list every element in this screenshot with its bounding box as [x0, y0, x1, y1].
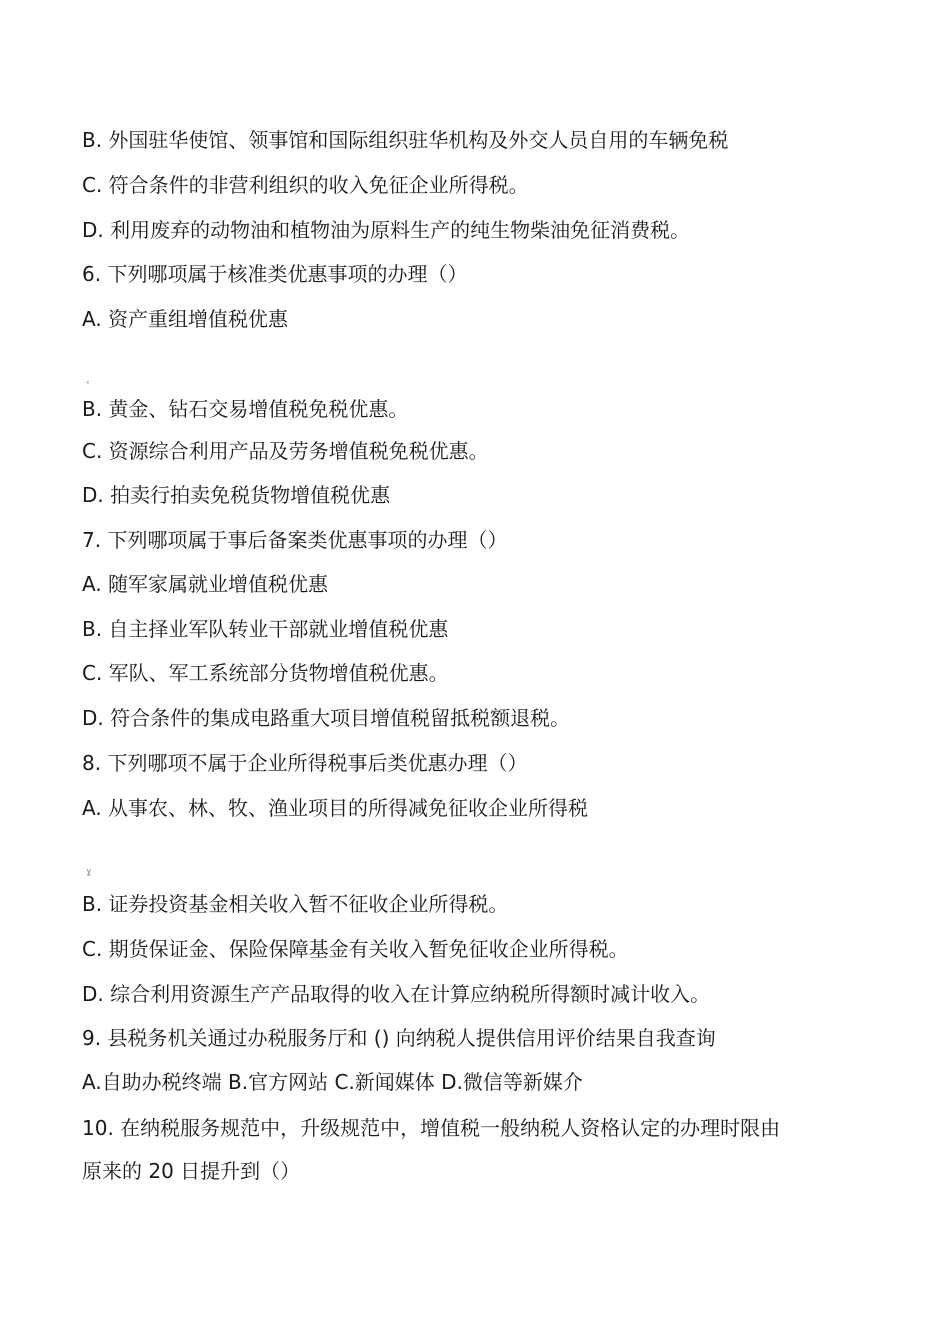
options-q9: A.自助办税终端 B.官方网站 C.新闻媒体 D.微信等新媒介 [82, 1070, 583, 1094]
option-c-q8: C. 期货保证金、保险保障基金有关收入暂免征收企业所得税。 [82, 937, 629, 961]
option-c-q7: C. 军队、军工系统部分货物增值税优惠。 [82, 661, 449, 685]
question-10-continued: 原来的 20 日提升到（） [82, 1159, 301, 1183]
question-8: 8. 下列哪项不属于企业所得税事后类优惠办理（） [82, 751, 528, 775]
option-b-q5: B. 外国驻华使馆、领事馆和国际组织驻华机构及外交人员自用的车辆免税 [82, 128, 729, 152]
option-a-q8: A. 从事农、林、牧、渔业项目的所得减免征收企业所得税 [82, 796, 589, 820]
question-7: 7. 下列哪项属于事后备案类优惠事项的办理（） [82, 528, 508, 552]
option-b-q6: B. 黄金、钻石交易增值税免税优惠。 [82, 397, 409, 421]
option-c-q5: C. 符合条件的非营利组织的收入免征企业所得税。 [82, 173, 529, 197]
option-a-q6: A. 资产重组增值税优惠 [82, 307, 289, 331]
stray-mark: ɣ [86, 867, 92, 877]
option-d-q5: D. 利用废弃的动物油和植物油为原料生产的纯生物柴油免征消费税。 [82, 218, 691, 242]
option-d-q8: D. 综合利用资源生产产品取得的收入在计算应纳税所得额时减计收入。 [82, 982, 711, 1006]
option-d-q7: D. 符合条件的集成电路重大项目增值税留抵税额退税。 [82, 706, 571, 730]
question-10: 10. 在纳税服务规范中，升级规范中，增值税一般纳税人资格认定的办理时限由 [82, 1116, 781, 1140]
option-b-q7: B. 自主择业军队转业干部就业增值税优惠 [82, 617, 449, 641]
option-a-q7: A. 随军家属就业增值税优惠 [82, 572, 329, 596]
option-b-q8: B. 证券投资基金相关收入暂不征收企业所得税。 [82, 892, 509, 916]
option-c-q6: C. 资源综合利用产品及劳务增值税免税优惠。 [82, 439, 489, 463]
option-d-q6: D. 拍卖行拍卖免税货物增值税优惠 [82, 483, 391, 507]
stray-mark: ‹ [86, 378, 90, 388]
question-9: 9. 县税务机关通过办税服务厅和 () 向纳税人提供信用评价结果自我查询 [82, 1026, 716, 1050]
question-6: 6. 下列哪项属于核准类优惠事项的办理（） [82, 262, 468, 286]
